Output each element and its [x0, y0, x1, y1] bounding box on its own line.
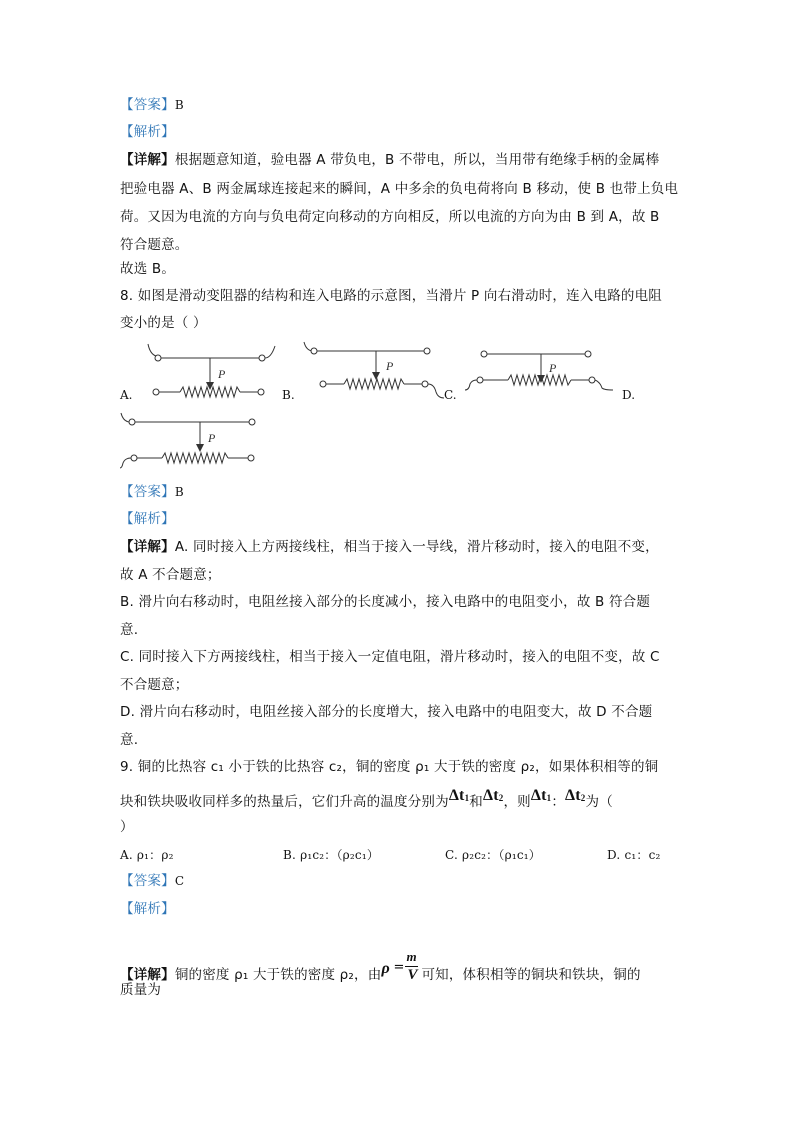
svg-text:P: P: [386, 359, 394, 373]
detail-tag: 【详解】: [120, 967, 175, 983]
detail-tag: 【详解】: [120, 539, 175, 555]
svg-text:P: P: [218, 367, 226, 381]
detail-text: 根据题意知道，验电器 A 带负电，B 不带电，所以，当用带有绝缘手柄的金属棒: [174, 152, 660, 168]
answer-value: B: [174, 98, 184, 112]
q7-analysis-tag: [120, 123, 175, 141]
q8-diagram-c: [465, 340, 615, 400]
q8-option-d-label: D.: [622, 388, 636, 402]
answer-value: C: [174, 874, 185, 888]
analysis-tag: 【解析】: [120, 124, 175, 140]
svg-text:P: P: [549, 361, 557, 375]
q8-option-a-label: A.: [120, 388, 133, 402]
analysis-tag: 【解析】: [120, 901, 175, 917]
q8-analysis-tag: [120, 510, 175, 528]
delta-t2-formula: $\Delta t_2$: [482, 787, 504, 804]
q9-option-a: A. ρ₁：ρ₂: [120, 848, 174, 862]
stem-text: 为（: [585, 794, 613, 810]
q9-stem-line-2: [120, 787, 613, 813]
q7-answer-line: [120, 96, 184, 114]
answer-tag: 【答案】: [120, 97, 175, 113]
q9-option-c: C. ρ₂c₂：（ρ₁c₁）: [445, 848, 541, 862]
answer-tag: 【答案】: [120, 873, 175, 889]
q8-detail-line-3: B. 滑片向右移动时，电阻丝接入部分的长度减小，接入电路中的电阻变小，故 B 符合题: [120, 594, 651, 610]
q8-detail-line-1: [120, 538, 659, 556]
q9-answer-line: [120, 872, 184, 890]
density-formula: ρ = m V: [381, 949, 418, 983]
svg-text:P: P: [208, 431, 216, 445]
detail-tag: 【详解】: [120, 152, 175, 168]
q8-detail-line-2: 故 A 不合题意；: [120, 567, 221, 583]
q9-option-d: D. c₁：c₂: [607, 848, 661, 862]
q8-option-c-label: C.: [444, 388, 457, 402]
q8-stem-line-1: 8. 如图是滑动变阻器的结构和连入电路的示意图，当滑片 P 向右滑动时，连入电路的电阻: [120, 288, 662, 304]
detail-text: 可知，体积相等的铜块和铁块，铜的: [421, 967, 641, 983]
stem-text: ，则: [503, 794, 531, 810]
q7-detail-line-4: 符合题意。: [120, 237, 189, 253]
q8-detail-line-7: D. 滑片向右移动时，电阻丝接入部分的长度增大，接入电路中的电阻变大，故 D 不合题: [120, 704, 653, 720]
q8-detail-line-6: 不合题意；: [120, 677, 189, 693]
q9-stem-line-1: 9. 铜的比热容 c₁ 小于铁的比热容 c₂，铜的密度 ρ₁ 大于铁的密度 ρ₂，如果体积相等的铜: [120, 759, 659, 775]
stem-text: 和: [469, 794, 483, 810]
q8-detail-line-4: 意.: [120, 622, 139, 638]
q7-detail-line-1: [120, 151, 659, 169]
detail-text: A. 同时接入上方两接线柱，相当于接入一导线，滑片移动时，接入的电阻不变，: [174, 539, 659, 555]
delta-t1-formula: $\Delta t_1$: [448, 787, 470, 804]
q8-answer-line: [120, 483, 184, 501]
q8-diagram-d: [118, 410, 258, 470]
q8-option-b-label: B.: [282, 388, 295, 402]
q9-stem-line-3: ）: [120, 819, 134, 835]
q9-detail-line-2: 质量为: [120, 982, 162, 998]
q8-diagram-a: [140, 340, 285, 400]
detail-text: 铜的密度 ρ₁ 大于铁的密度 ρ₂，由: [174, 967, 382, 983]
q9-detail-line-1: [120, 949, 641, 984]
stem-text: 块和铁块吸收同样多的热量后，它们升高的温度分别为: [120, 794, 449, 810]
q8-detail-line-5: C. 同时接入下方两接线柱，相当于接入一定值电阻，滑片移动时，接入的电阻不变，故 C: [120, 649, 660, 665]
delta-t2-formula: $\Delta t_2$: [565, 787, 586, 804]
q9-analysis-tag: [120, 900, 175, 918]
q7-detail-line-3: 荷。又因为电流的方向与负电荷定向移动的方向相反，所以电流的方向为由 B 到 A，故 B: [120, 209, 660, 225]
q8-detail-line-8: 意.: [120, 732, 139, 748]
q7-detail-line-2: 把验电器 A、B 两金属球连接起来的瞬间，A 中多余的负电荷将向 B 移动，使 B 也带上负电: [120, 181, 679, 197]
q9-option-b: B. ρ₁c₂：（ρ₂c₁）: [283, 848, 380, 862]
q8-diagram-b: [300, 338, 440, 398]
q7-conclusion: 故选 B。: [120, 261, 176, 277]
answer-tag: 【答案】: [120, 484, 175, 500]
analysis-tag: 【解析】: [120, 511, 175, 527]
answer-value: B: [174, 485, 184, 499]
delta-t1-formula: $\Delta t_1$: [530, 787, 552, 804]
q8-stem-line-2: 变小的是（ ）: [120, 315, 207, 331]
stem-text: ：: [551, 794, 566, 810]
